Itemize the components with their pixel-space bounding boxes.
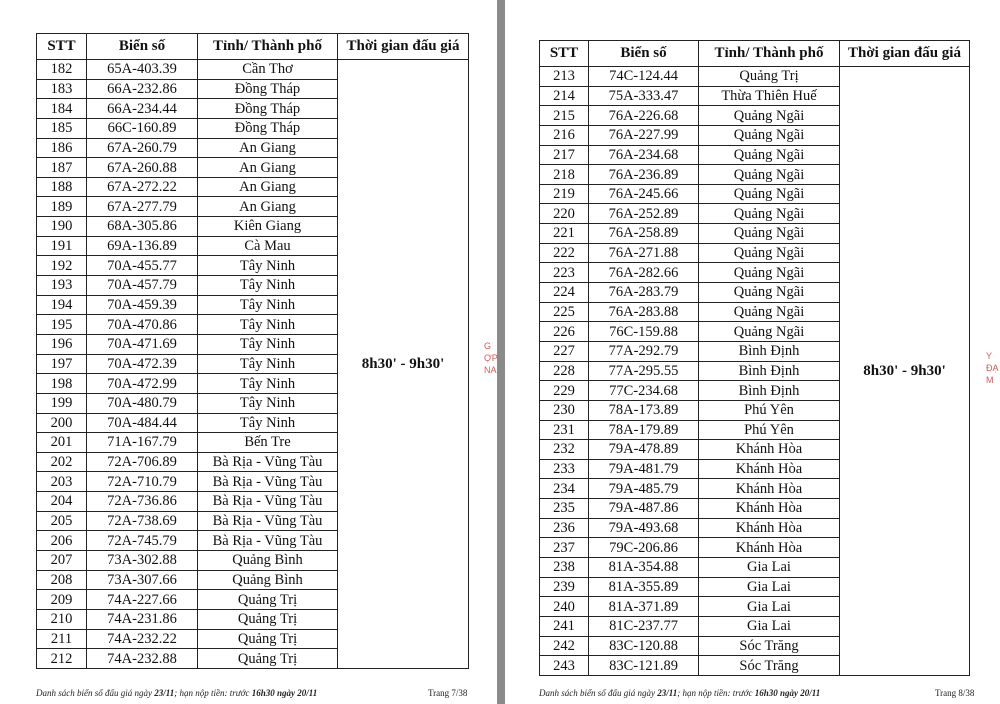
- cell-plate: 71A-167.79: [87, 433, 198, 453]
- cell-stt: 191: [37, 236, 87, 256]
- cell-plate: 76A-245.66: [589, 184, 699, 204]
- cell-province: Quảng Ngãi: [699, 145, 840, 165]
- cell-plate: 70A-457.79: [87, 276, 198, 296]
- cell-plate: 76A-226.68: [589, 106, 699, 126]
- cell-province: Thừa Thiên Huế: [699, 86, 840, 106]
- cell-province: Quảng Trị: [198, 649, 338, 669]
- cell-province: Quảng Ngãi: [699, 224, 840, 244]
- cell-province: Quảng Trị: [699, 67, 840, 87]
- cell-province: Quảng Trị: [198, 629, 338, 649]
- cell-auction-time: 8h30' - 9h30': [338, 60, 469, 669]
- cell-stt: 227: [540, 341, 589, 361]
- cell-province: Quảng Ngãi: [699, 106, 840, 126]
- cell-province: Phú Yên: [699, 420, 840, 440]
- cell-plate: 67A-272.22: [87, 177, 198, 197]
- cell-stt: 203: [37, 472, 87, 492]
- cell-stt: 187: [37, 158, 87, 178]
- cell-province: An Giang: [198, 138, 338, 158]
- cell-plate: 74A-232.88: [87, 649, 198, 669]
- footer-date: 23/11: [154, 688, 175, 698]
- cell-province: Khánh Hòa: [699, 440, 840, 460]
- auction-table-left: [36, 33, 469, 669]
- footer-mid: ; hạn nộp tiền: trước: [174, 688, 252, 698]
- red-stamp-fragment-left: [484, 340, 498, 376]
- cell-province: Khánh Hòa: [699, 518, 840, 538]
- cell-stt: 207: [37, 551, 87, 571]
- cell-province: Sóc Trăng: [699, 656, 840, 676]
- cell-stt: 195: [37, 315, 87, 335]
- page-number: Trang 7/38: [428, 688, 468, 698]
- stamp-text: M: [986, 375, 994, 385]
- cell-plate: 78A-173.89: [589, 400, 699, 420]
- header-stt: STT: [540, 41, 589, 67]
- cell-plate: 70A-455.77: [87, 256, 198, 276]
- cell-stt: 235: [540, 499, 589, 519]
- cell-plate: 67A-260.88: [87, 158, 198, 178]
- cell-stt: 200: [37, 413, 87, 433]
- cell-plate: 76A-282.66: [589, 263, 699, 283]
- cell-province: Quảng Ngãi: [699, 322, 840, 342]
- cell-plate: 68A-305.86: [87, 217, 198, 237]
- cell-stt: 194: [37, 295, 87, 315]
- cell-province: Tây Ninh: [198, 374, 338, 394]
- cell-province: Quảng Ngãi: [699, 125, 840, 145]
- cell-stt: 224: [540, 283, 589, 303]
- table-row: [540, 67, 970, 87]
- cell-province: Sóc Trăng: [699, 636, 840, 656]
- cell-stt: 231: [540, 420, 589, 440]
- cell-stt: 210: [37, 609, 87, 629]
- cell-province: Tây Ninh: [198, 354, 338, 374]
- cell-plate: 77A-292.79: [589, 341, 699, 361]
- cell-plate: 67A-260.79: [87, 138, 198, 158]
- cell-plate: 79A-481.79: [589, 459, 699, 479]
- cell-stt: 225: [540, 302, 589, 322]
- cell-plate: 65A-403.39: [87, 60, 198, 80]
- cell-auction-time: 8h30' - 9h30': [840, 67, 970, 676]
- cell-stt: 202: [37, 452, 87, 472]
- cell-plate: 74C-124.44: [589, 67, 699, 87]
- cell-plate: 75A-333.47: [589, 86, 699, 106]
- cell-province: Bình Định: [699, 381, 840, 401]
- cell-stt: 198: [37, 374, 87, 394]
- cell-stt: 197: [37, 354, 87, 374]
- cell-stt: 228: [540, 361, 589, 381]
- cell-plate: 73A-307.66: [87, 570, 198, 590]
- cell-plate: 66C-160.89: [87, 118, 198, 138]
- cell-province: Tây Ninh: [198, 334, 338, 354]
- cell-stt: 237: [540, 538, 589, 558]
- red-stamp-fragment-right: [986, 350, 999, 386]
- cell-plate: 81A-355.89: [589, 577, 699, 597]
- cell-province: Quảng Trị: [198, 590, 338, 610]
- cell-stt: 215: [540, 106, 589, 126]
- cell-plate: 72A-745.79: [87, 531, 198, 551]
- page-number: Trang 8/38: [935, 688, 975, 698]
- cell-stt: 185: [37, 118, 87, 138]
- cell-stt: 233: [540, 459, 589, 479]
- cell-stt: 204: [37, 492, 87, 512]
- cell-plate: 83C-121.89: [589, 656, 699, 676]
- cell-plate: 72A-706.89: [87, 452, 198, 472]
- footer-deadline: 16h30 ngày 20/11: [251, 688, 318, 698]
- cell-province: Quảng Ngãi: [699, 263, 840, 283]
- cell-stt: 186: [37, 138, 87, 158]
- cell-province: Bà Rịa - Vũng Tàu: [198, 472, 338, 492]
- stamp-text: G: [484, 341, 492, 351]
- table-body-left: [37, 60, 469, 669]
- header-stt: STT: [37, 34, 87, 60]
- cell-plate: 70A-471.69: [87, 334, 198, 354]
- cell-province: An Giang: [198, 197, 338, 217]
- cell-province: Tây Ninh: [198, 413, 338, 433]
- cell-province: Bà Rịa - Vũng Tàu: [198, 452, 338, 472]
- header-plate: Biển số: [87, 34, 198, 60]
- cell-stt: 226: [540, 322, 589, 342]
- cell-stt: 190: [37, 217, 87, 237]
- cell-stt: 182: [37, 60, 87, 80]
- table-body-right: [540, 67, 970, 676]
- cell-stt: 223: [540, 263, 589, 283]
- cell-province: Quảng Ngãi: [699, 302, 840, 322]
- cell-plate: 78A-179.89: [589, 420, 699, 440]
- cell-plate: 70A-480.79: [87, 393, 198, 413]
- cell-plate: 76A-227.99: [589, 125, 699, 145]
- cell-stt: 222: [540, 243, 589, 263]
- cell-plate: 70A-484.44: [87, 413, 198, 433]
- cell-stt: 201: [37, 433, 87, 453]
- footer-text: Danh sách biển số đấu giá ngày: [36, 688, 155, 698]
- cell-province: Đồng Tháp: [198, 99, 338, 119]
- cell-province: Bình Định: [699, 361, 840, 381]
- cell-province: Quảng Trị: [198, 609, 338, 629]
- cell-plate: 74A-227.66: [87, 590, 198, 610]
- cell-stt: 221: [540, 224, 589, 244]
- cell-stt: 238: [540, 558, 589, 578]
- footer-deadline: 16h30 ngày 20/11: [754, 688, 821, 698]
- cell-stt: 211: [37, 629, 87, 649]
- cell-plate: 79C-206.86: [589, 538, 699, 558]
- cell-plate: 69A-136.89: [87, 236, 198, 256]
- cell-plate: 81C-237.77: [589, 616, 699, 636]
- cell-province: Tây Ninh: [198, 393, 338, 413]
- cell-plate: 66A-234.44: [87, 99, 198, 119]
- cell-stt: 188: [37, 177, 87, 197]
- cell-stt: 206: [37, 531, 87, 551]
- cell-province: Gia Lai: [699, 558, 840, 578]
- cell-plate: 73A-302.88: [87, 551, 198, 571]
- cell-stt: 220: [540, 204, 589, 224]
- cell-province: An Giang: [198, 158, 338, 178]
- cell-stt: 208: [37, 570, 87, 590]
- stamp-text: NA: [484, 365, 497, 375]
- footer-note: [36, 688, 317, 698]
- cell-plate: 79A-487.86: [589, 499, 699, 519]
- cell-plate: 66A-232.86: [87, 79, 198, 99]
- cell-province: Bến Tre: [198, 433, 338, 453]
- cell-plate: 70A-472.99: [87, 374, 198, 394]
- cell-stt: 240: [540, 597, 589, 617]
- cell-plate: 79A-478.89: [589, 440, 699, 460]
- cell-stt: 213: [540, 67, 589, 87]
- cell-stt: 212: [37, 649, 87, 669]
- cell-stt: 239: [540, 577, 589, 597]
- cell-province: Cà Mau: [198, 236, 338, 256]
- stamp-text: Y: [986, 351, 993, 361]
- cell-plate: 76A-283.88: [589, 302, 699, 322]
- cell-stt: 214: [540, 86, 589, 106]
- cell-plate: 72A-736.86: [87, 492, 198, 512]
- cell-province: Bà Rịa - Vũng Tàu: [198, 492, 338, 512]
- cell-province: Tây Ninh: [198, 295, 338, 315]
- cell-province: Quảng Bình: [198, 551, 338, 571]
- cell-stt: 209: [37, 590, 87, 610]
- cell-plate: 74A-231.86: [87, 609, 198, 629]
- footer-text: Danh sách biển số đấu giá ngày: [539, 688, 658, 698]
- cell-province: Gia Lai: [699, 616, 840, 636]
- cell-province: Kiên Giang: [198, 217, 338, 237]
- cell-province: Bà Rịa - Vũng Tàu: [198, 531, 338, 551]
- cell-plate: 79A-485.79: [589, 479, 699, 499]
- cell-province: Khánh Hòa: [699, 459, 840, 479]
- cell-province: Phú Yên: [699, 400, 840, 420]
- cell-stt: 205: [37, 511, 87, 531]
- cell-province: Tây Ninh: [198, 256, 338, 276]
- cell-stt: 199: [37, 393, 87, 413]
- cell-stt: 196: [37, 334, 87, 354]
- cell-stt: 183: [37, 79, 87, 99]
- cell-stt: 232: [540, 440, 589, 460]
- cell-plate: 70A-459.39: [87, 295, 198, 315]
- cell-stt: 218: [540, 165, 589, 185]
- table-header-row: [37, 34, 469, 60]
- cell-plate: 77C-234.68: [589, 381, 699, 401]
- cell-stt: 230: [540, 400, 589, 420]
- cell-province: Đồng Tháp: [198, 118, 338, 138]
- cell-plate: 81A-354.88: [589, 558, 699, 578]
- cell-province: Quảng Bình: [198, 570, 338, 590]
- cell-stt: 219: [540, 184, 589, 204]
- cell-stt: 234: [540, 479, 589, 499]
- cell-stt: 216: [540, 125, 589, 145]
- cell-plate: 76A-258.89: [589, 224, 699, 244]
- cell-province: An Giang: [198, 177, 338, 197]
- cell-plate: 83C-120.88: [589, 636, 699, 656]
- cell-plate: 70A-472.39: [87, 354, 198, 374]
- cell-province: Tây Ninh: [198, 315, 338, 335]
- cell-stt: 242: [540, 636, 589, 656]
- document-page-left: [0, 0, 497, 704]
- cell-stt: 243: [540, 656, 589, 676]
- footer-mid: ; hạn nộp tiền: trước: [677, 688, 755, 698]
- cell-province: Gia Lai: [699, 597, 840, 617]
- stamp-text: ỢP: [484, 353, 498, 363]
- header-plate: Biển số: [589, 41, 699, 67]
- cell-province: Khánh Hòa: [699, 479, 840, 499]
- header-time: Thời gian đấu giá: [338, 34, 469, 60]
- cell-province: Đồng Tháp: [198, 79, 338, 99]
- table-header-row: [540, 41, 970, 67]
- document-page-right: [505, 0, 1000, 704]
- cell-province: Quảng Ngãi: [699, 243, 840, 263]
- footer-note: [539, 688, 820, 698]
- stamp-text: ĐẠ: [986, 363, 999, 373]
- cell-stt: 189: [37, 197, 87, 217]
- cell-stt: 184: [37, 99, 87, 119]
- cell-province: Quảng Ngãi: [699, 204, 840, 224]
- header-province: Tỉnh/ Thành phố: [198, 34, 338, 60]
- cell-plate: 77A-295.55: [589, 361, 699, 381]
- header-time: Thời gian đấu giá: [840, 41, 970, 67]
- cell-province: Quảng Ngãi: [699, 283, 840, 303]
- cell-plate: 76A-234.68: [589, 145, 699, 165]
- cell-province: Bà Rịa - Vũng Tàu: [198, 511, 338, 531]
- cell-plate: 74A-232.22: [87, 629, 198, 649]
- cell-province: Quảng Ngãi: [699, 165, 840, 185]
- cell-stt: 241: [540, 616, 589, 636]
- cell-plate: 76A-271.88: [589, 243, 699, 263]
- cell-plate: 70A-470.86: [87, 315, 198, 335]
- cell-province: Quảng Ngãi: [699, 184, 840, 204]
- cell-stt: 193: [37, 276, 87, 296]
- cell-province: Cần Thơ: [198, 60, 338, 80]
- cell-plate: 81A-371.89: [589, 597, 699, 617]
- cell-stt: 192: [37, 256, 87, 276]
- footer-date: 23/11: [657, 688, 678, 698]
- cell-plate: 72A-710.79: [87, 472, 198, 492]
- cell-plate: 76A-283.79: [589, 283, 699, 303]
- table-row: [37, 60, 469, 80]
- cell-stt: 229: [540, 381, 589, 401]
- cell-plate: 72A-738.69: [87, 511, 198, 531]
- cell-stt: 236: [540, 518, 589, 538]
- cell-province: Tây Ninh: [198, 276, 338, 296]
- header-province: Tỉnh/ Thành phố: [699, 41, 840, 67]
- cell-province: Khánh Hòa: [699, 538, 840, 558]
- cell-province: Gia Lai: [699, 577, 840, 597]
- cell-plate: 76C-159.88: [589, 322, 699, 342]
- cell-plate: 79A-493.68: [589, 518, 699, 538]
- cell-stt: 217: [540, 145, 589, 165]
- auction-table-right: [539, 40, 970, 676]
- cell-province: Bình Định: [699, 341, 840, 361]
- cell-plate: 76A-252.89: [589, 204, 699, 224]
- cell-province: Khánh Hòa: [699, 499, 840, 519]
- cell-plate: 67A-277.79: [87, 197, 198, 217]
- cell-plate: 76A-236.89: [589, 165, 699, 185]
